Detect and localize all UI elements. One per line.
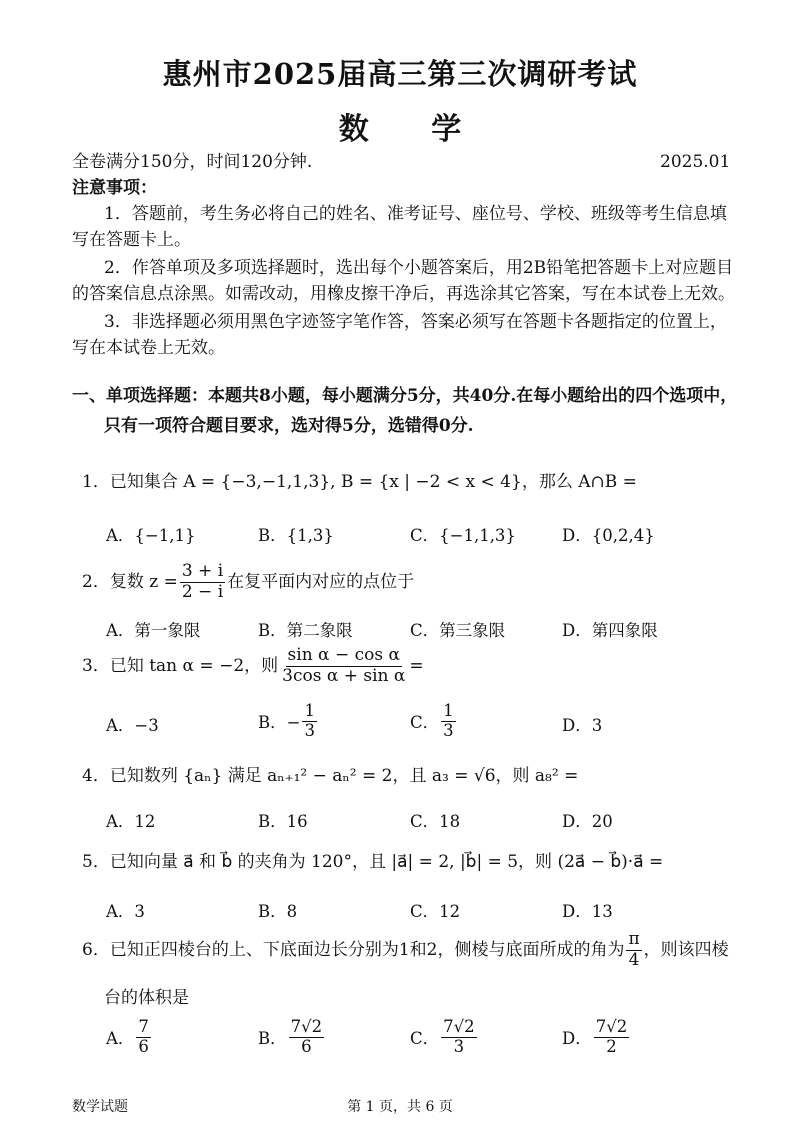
q3-stem-pre: 3．已知 tan α = −2，则 [82, 656, 279, 677]
q6-option-d [562, 1018, 631, 1057]
notice-heading: 注意事项： [72, 178, 157, 198]
q5-option-b: B．8 [258, 902, 298, 921]
q3-option-a: A．−3 [106, 716, 159, 735]
notice-item-2: 2．作答单项及多项选择题时，选出每个小题答案后，用2B铅笔把答题卡上对应题目 [104, 258, 734, 278]
section-heading-cont: 只有一项符合题目要求，选对得5分，选错得0分. [104, 416, 474, 436]
exam-title: 惠州市2025届高三第三次调研考试 [162, 57, 638, 91]
q6-option-b-fraction [289, 1018, 325, 1057]
q3-option-b [258, 702, 319, 741]
q3-option-b-num: 1 [304, 701, 315, 720]
q5-option-c: C．12 [410, 902, 461, 921]
notice-item-3-cont: 写在本试卷上无效。 [72, 338, 225, 358]
q1-option-d: D．{0,2,4} [562, 526, 655, 545]
question-1-stem: 1．已知集合 A = {−3,−1,1,3}, B = {x | −2 < x < 4}，那么 A∩B = [82, 472, 637, 492]
q6-angle-num: π [628, 929, 640, 949]
question-3-stem [82, 646, 424, 686]
q6-angle-fraction [626, 930, 641, 970]
q6-option-b-num: 7√2 [290, 1017, 323, 1036]
footer-subject: 数学试题 [72, 1099, 128, 1115]
q3-option-d: D．3 [562, 716, 603, 735]
q2-fraction [180, 562, 225, 602]
q2-option-b: B．第二象限 [258, 621, 353, 640]
notice-item-2-cont: 的答案信息点涂黑。如需改动，用橡皮擦干净后，再选涂其它答案，写在本试卷上无效。 [72, 284, 735, 304]
exam-info: 全卷满分150分，时间120分钟. [72, 152, 313, 172]
q5-option-a: A．3 [106, 902, 145, 921]
q6-option-c [410, 1018, 479, 1057]
q3-option-c [410, 702, 458, 741]
question-2-stem [82, 562, 414, 602]
q6-option-b [258, 1018, 326, 1057]
section-heading: 一、单项选择题：本题共8小题，每小题满分5分，共40分.在每小题给出的四个选项中， [72, 386, 738, 406]
q6-angle-den: 4 [628, 949, 640, 970]
q6-stem-post: ，则该四棱 [643, 940, 729, 961]
q3-stem-post: = [409, 656, 424, 677]
q2-option-d: D．第四象限 [562, 621, 658, 640]
q2-option-a: A．第一象限 [106, 621, 201, 640]
q2-option-c: C．第三象限 [410, 621, 506, 640]
notice-item-3: 3．非选择题必须用黑色字迹签字笔作答，答案必须写在答题卡各题指定的位置上， [104, 312, 727, 332]
q6-option-b-den: 6 [301, 1036, 312, 1056]
q3-option-b-den: 3 [304, 720, 315, 740]
q4-option-b: B．16 [258, 812, 308, 831]
q6-stem-pre: 6．已知正四棱台的上、下底面边长分别为1和2，侧棱与底面所成的角为 [82, 940, 625, 961]
question-6-stem [82, 930, 729, 970]
q3-option-c-label: C． [410, 713, 440, 733]
q4-option-c: C．18 [410, 812, 461, 831]
q1-option-a: A．{−1,1} [106, 526, 196, 545]
q4-option-a: A．12 [106, 812, 156, 831]
q6-option-a-num: 7 [138, 1017, 149, 1036]
exam-date: 2025.01 [660, 152, 731, 172]
question-4-stem: 4．已知数列 {aₙ} 满足 aₙ₊₁² − aₙ² = 2，且 a₃ = √6，则 a₈² = [82, 766, 579, 786]
q1-option-c: C．{−1,1,3} [410, 526, 516, 545]
q3-fraction-num: sin α − cos α [287, 645, 400, 665]
notice-item-1: 1．答题前，考生务必将自己的姓名、准考证号、座位号、学校、班级等考生信息填 [104, 204, 727, 224]
q6-option-a [106, 1018, 153, 1057]
q3-option-b-fraction [302, 702, 317, 741]
question-5-stem: 5．已知向量 a⃗ 和 b⃗ 的夹角为 120°，且 |a⃗| = 2, |b⃗| = 5，则 (2a⃗ − b⃗)·a⃗ = [82, 852, 664, 872]
q6-option-b-label: B． [258, 1029, 287, 1049]
subject-title: 数 学 [338, 112, 488, 147]
q6-option-d-num: 7√2 [595, 1017, 628, 1036]
q2-stem-pre: 2．复数 z = [82, 572, 178, 593]
q3-option-c-num: 1 [443, 701, 454, 720]
q6-option-a-label: A． [106, 1029, 135, 1049]
q3-fraction-den: 3cos α + sin α [282, 665, 406, 686]
q4-option-d: D．20 [562, 812, 613, 831]
q3-option-b-label: B．− [258, 713, 301, 733]
q6-option-c-label: C． [410, 1029, 440, 1049]
question-6-stem-cont: 台的体积是 [104, 988, 189, 1008]
q6-option-a-den: 6 [138, 1036, 149, 1056]
q6-option-c-den: 3 [453, 1036, 465, 1056]
page-number: 第 1 页，共 6 页 [347, 1099, 453, 1115]
q6-option-d-den: 2 [606, 1036, 617, 1056]
q3-fraction [280, 646, 407, 686]
q5-option-d: D．13 [562, 902, 613, 921]
q2-stem-post: 在复平面内对应的点位于 [227, 572, 415, 593]
q3-option-c-den: 3 [443, 720, 454, 740]
q6-option-a-fraction [136, 1018, 151, 1057]
q3-option-c-fraction [441, 702, 456, 741]
q6-option-d-fraction [594, 1018, 630, 1057]
q2-fraction-num: 3 + i [181, 561, 224, 581]
q6-option-d-label: D． [562, 1029, 592, 1049]
notice-item-1-cont: 写在答题卡上。 [72, 230, 191, 250]
q6-option-c-num: 7√2 [443, 1017, 475, 1036]
q2-fraction-den: 2 − i [181, 581, 224, 602]
q1-option-b: B．{1,3} [258, 526, 334, 545]
q6-option-c-fraction [441, 1018, 477, 1057]
